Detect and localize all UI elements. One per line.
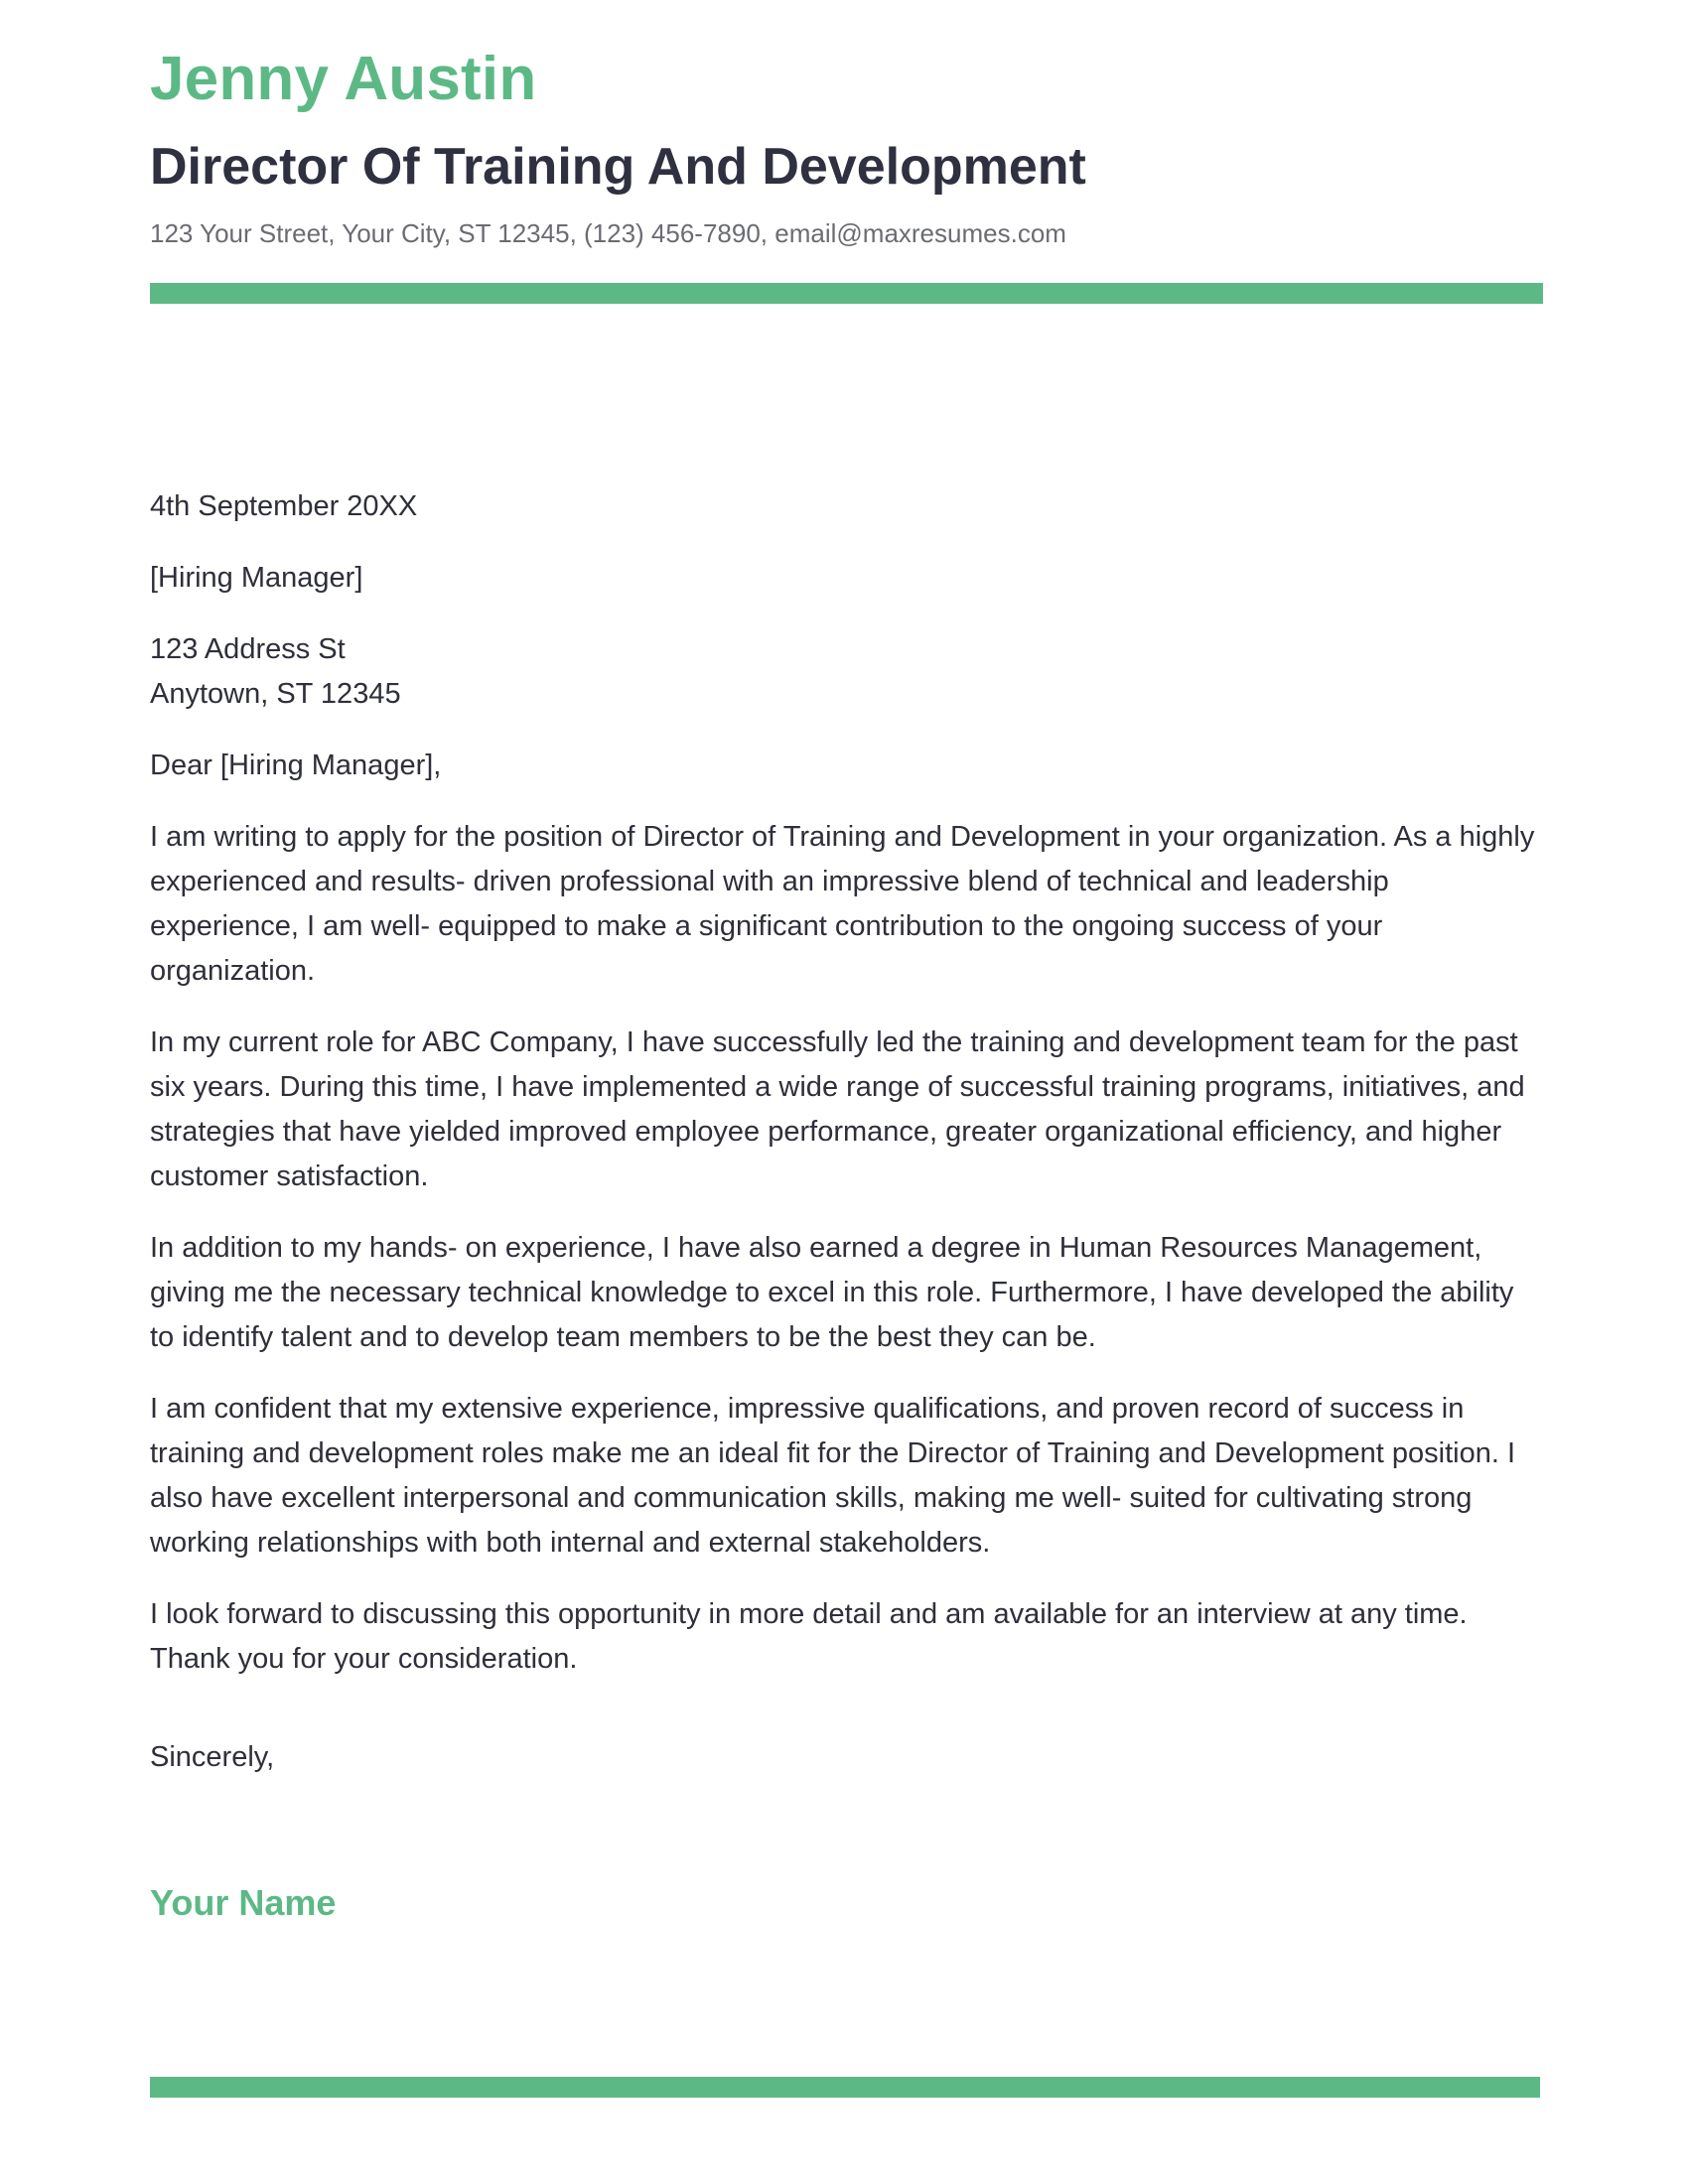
letter-body (150, 484, 1543, 1708)
address-line-1: 123 Address St (150, 633, 346, 665)
signature-name: Your Name (150, 1882, 337, 1923)
letter-date: 4th September 20XX (150, 490, 418, 522)
salutation: Dear [Hiring Manager], (150, 750, 442, 781)
applicant-name: Jenny Austin (150, 45, 537, 113)
paragraph-4: I am confident that my extensive experience, impressive qualifications, and proven record of success in training and development roles make me an ideal fit for the Director of Training and Development position. I also have excellent interpersonal and communication skills, making me well- suited for cultivating strong working relationships with both internal and external stakeholders. (150, 1393, 1516, 1559)
paragraph-5: I look forward to discussing this opportunity in more detail and am available for an interview at any time. Thank you for your consideration. (150, 1598, 1468, 1675)
contact-info: 123 Your Street, Your City, ST 12345, (123) 456-7890, email@maxresumes.com (150, 218, 1066, 248)
job-title: Director Of Training And Development (150, 138, 1086, 196)
recipient-address (150, 627, 1543, 717)
recipient-name: [Hiring Manager] (150, 562, 363, 594)
footer-divider (150, 2077, 1540, 2098)
paragraph-3: In addition to my hands- on experience, I have also earned a degree in Human Resources Management, giving me the necessary technical knowledge to excel in this role. Furthermore, I have developed the ability to identify talent and to develop team members to be the best they can be. (150, 1232, 1514, 1353)
paragraph-1: I am writing to apply for the position of Director of Training and Development in your organization. As a highly experienced and results- driven professional with an impressive blend of technical and leadership experience, I am well- equipped to make a significant contribution to the ongoing success of your organization. (150, 821, 1535, 987)
paragraph-2: In my current role for ABC Company, I have successfully led the training and development team for the past six years. During this time, I have implemented a wide range of successful training programs, initiatives, and strategies that have yielded improved employee performance, greater organizational efficiency, and higher customer satisfaction. (150, 1026, 1525, 1192)
closing: Sincerely, (150, 1741, 275, 1773)
address-line-2: Anytown, ST 12345 (150, 678, 401, 710)
header-divider (150, 283, 1543, 304)
